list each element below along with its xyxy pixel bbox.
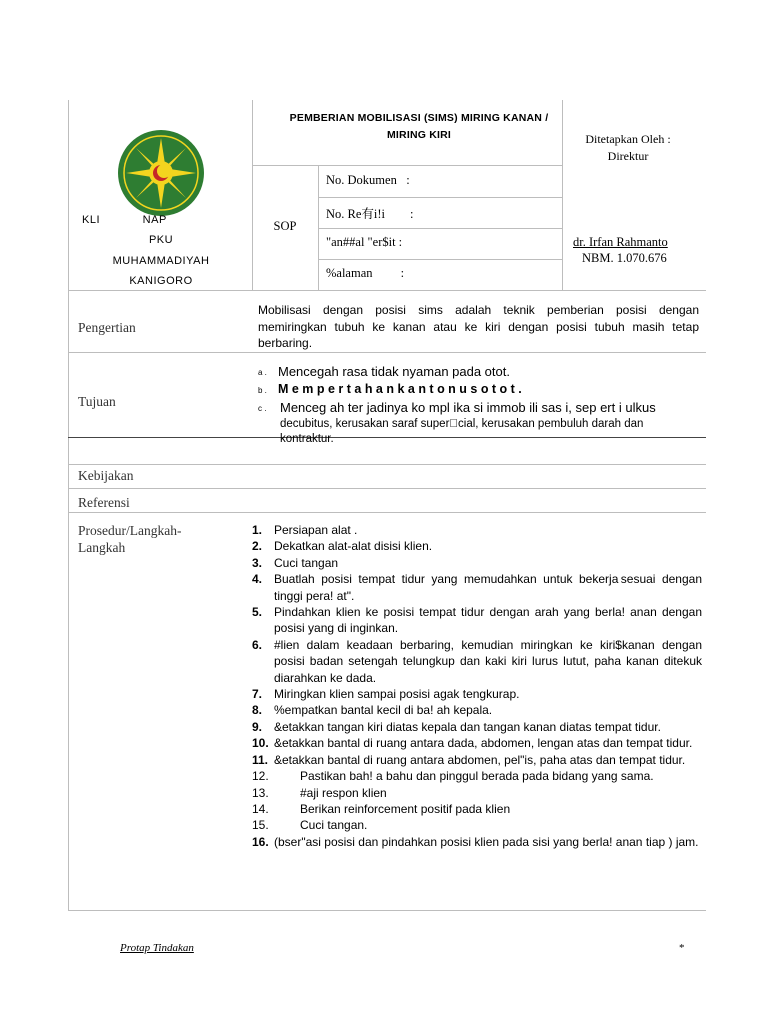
procedure-step-text: #lien dalam keadaan berbaring, kemudian miringkan ke kiri$kanan dengan posisi badan setengah telungkup dan kaki kiri lurus lutut, paha kanan ditekuk diarahkan ke dada. <box>274 637 702 685</box>
signatory-nbm: NBM. 1.070.676 <box>582 251 667 265</box>
procedure-step <box>252 538 702 554</box>
procedure-step-text: %empatkan bantal kecil di ba! ah kepala. <box>274 703 493 718</box>
kebijakan-label: Kebijakan <box>78 468 134 483</box>
procedure-step <box>252 637 702 686</box>
procedure-step <box>252 686 702 702</box>
procedure-step-number: 10. <box>252 736 269 751</box>
procedure-step-text: (bser"asi posisi dan pindahkan posisi klien pada sisi yang berla! anan tiap ) jam. <box>274 834 699 849</box>
org-name-line1: KLI NAP <box>82 214 167 226</box>
procedure-step <box>252 817 702 833</box>
procedure-step <box>252 702 702 718</box>
tujuan-a-text: Mencegah rasa tidak nyaman pada otot. <box>278 364 510 379</box>
procedure-step <box>252 522 702 538</box>
procedure-step-text: &etakkan bantal di ruang antara abdomen, pel"is, paha atas dan tempat tidur. <box>274 752 686 767</box>
sop-row-line-3 <box>318 259 562 260</box>
halaman-field: %alaman : <box>326 266 405 280</box>
table-left-border <box>68 100 69 910</box>
procedure-step-text: Pastikan bah! a bahu dan pinggul berada pada bidang yang sama. <box>300 769 654 784</box>
procedure-step-text: Miringkan klien sampai posisi agak tengkurap. <box>274 687 520 702</box>
tujuan-c-line1: Menceg ah ter jadinya ko mpl ika si immob ili sas i, sep ert i ulkus <box>280 400 656 415</box>
document-title-line2: MIRING KIRI <box>386 129 452 141</box>
procedure-step <box>252 555 702 571</box>
tanggal-terbit-field: "an##al "er$it : <box>326 235 403 249</box>
procedure-step <box>252 735 702 751</box>
pengertian-bottom-line <box>68 352 706 353</box>
title-bottom-line <box>252 165 562 166</box>
no-dokumen-field: No. Dokumen : <box>326 173 410 187</box>
procedure-step-number: 7. <box>252 687 263 702</box>
kebijakan-top-line <box>68 464 706 465</box>
org-name-line2: PKU <box>148 234 174 246</box>
org-name-line3: MUHAMMADIYAH <box>112 255 210 267</box>
procedure-step-text: Berikan reinforcement positif pada klien <box>300 801 511 816</box>
procedure-step-number: 6. <box>252 637 263 652</box>
header-bottom-line <box>68 290 706 291</box>
tujuan-bottom-line <box>68 437 706 438</box>
tujuan-b-text: M e m p e r t a h a n k a n t o n u s o t o t . <box>278 382 522 396</box>
document-title-line1: PEMBERIAN MOBILISASI (SIMS) MIRING KANAN / <box>289 112 549 124</box>
procedure-step-text: Cuci tangan <box>274 555 339 570</box>
procedure-step-number: 5. <box>252 605 263 620</box>
sop-row-line-2 <box>318 228 562 229</box>
ditetapkan-direktur: Direktur <box>607 149 649 163</box>
kebijakan-bottom-line <box>68 488 706 489</box>
muhammadiyah-logo <box>116 128 206 218</box>
procedure-step <box>252 752 702 768</box>
procedure-step-number: 8. <box>252 703 263 718</box>
procedure-step <box>252 768 702 784</box>
procedure-step-number: 13. <box>252 785 269 800</box>
procedure-step <box>252 834 702 850</box>
tujuan-c-line2: decubitus, kerusakan saraf super cial, kerusakan pembuluh darah dan <box>280 418 644 430</box>
procedure-step-text: #aji respon klien <box>300 785 387 800</box>
prosedur-label-line1: Prosedur/Langkah- <box>78 523 182 538</box>
signatory-name: dr. Irfan Rahmanto <box>573 235 668 249</box>
procedure-steps-list <box>252 522 702 850</box>
tujuan-c-line3: kontraktur. <box>280 433 334 445</box>
procedure-step-number: 14. <box>252 801 269 816</box>
procedure-step-text: Pindahkan klien ke posisi tempat tidur dengan arah yang berla! anan dengan posisi yang di inginkan. <box>274 605 702 636</box>
procedure-step-text: Dekatkan alat-alat disisi klien. <box>274 539 433 554</box>
procedure-step-text: Persiapan alat . <box>274 523 358 537</box>
procedure-step-number: 4. <box>252 572 263 587</box>
tujuan-a-marker: a . <box>258 368 267 377</box>
sop-row-line-1 <box>318 197 562 198</box>
procedure-step <box>252 571 702 604</box>
procedure-step-text: Buatlah posisi tempat tidur yang memudahkan untuk bekerja sesuai dengan tinggi pera! at". <box>274 572 702 603</box>
procedure-step-text: Cuci tangan. <box>300 818 368 833</box>
procedure-step-text: &etakkan tangan kiri diatas kepala dan tangan kanan diatas tempat tidur. <box>274 719 661 734</box>
prosedur-label-line2: Langkah <box>78 540 126 555</box>
tujuan-c-marker: c . <box>258 404 267 413</box>
procedure-step-number: 1. <box>252 523 263 537</box>
procedure-step <box>252 801 702 817</box>
procedure-step-number: 11. <box>252 752 269 767</box>
sop-label: SOP <box>273 219 297 233</box>
procedure-step <box>252 604 702 637</box>
tujuan-label: Tujuan <box>78 394 116 409</box>
pengertian-text: Mobilisasi dengan posisi sims adalah teknik pemberian posisi dengan memiringkan tubuh ke kanan atau ke kiri dengan posisi tubuh masih tetap berbaring. <box>258 303 699 350</box>
procedure-step <box>252 785 702 801</box>
footer-right-mark: * <box>679 942 685 954</box>
document-title <box>252 110 586 144</box>
procedure-step-number: 9. <box>252 719 263 734</box>
referensi-bottom-line <box>68 512 706 513</box>
footer-protap: Protap Tindakan <box>120 942 194 954</box>
procedure-step-number: 12. <box>252 769 269 784</box>
procedure-step <box>252 719 702 735</box>
no-revisi-field: No. Re有i!i : <box>326 207 414 221</box>
procedure-step-number: 15. <box>252 818 269 833</box>
table-bottom-line <box>68 910 706 911</box>
tujuan-b-marker: b . <box>258 386 267 395</box>
pengertian-label: Pengertian <box>78 320 136 335</box>
procedure-step-number: 3. <box>252 555 263 570</box>
procedure-step-number: 16. <box>252 834 269 849</box>
procedure-step-text: &etakkan bantal di ruang antara dada, abdomen, lengan atas dan tempat tidur. <box>274 736 693 751</box>
ditetapkan-oleh: Ditetapkan Oleh : <box>585 132 671 146</box>
referensi-label: Referensi <box>78 495 130 510</box>
procedure-step-number: 2. <box>252 539 263 554</box>
org-name-line4: KANIGORO <box>129 275 193 287</box>
